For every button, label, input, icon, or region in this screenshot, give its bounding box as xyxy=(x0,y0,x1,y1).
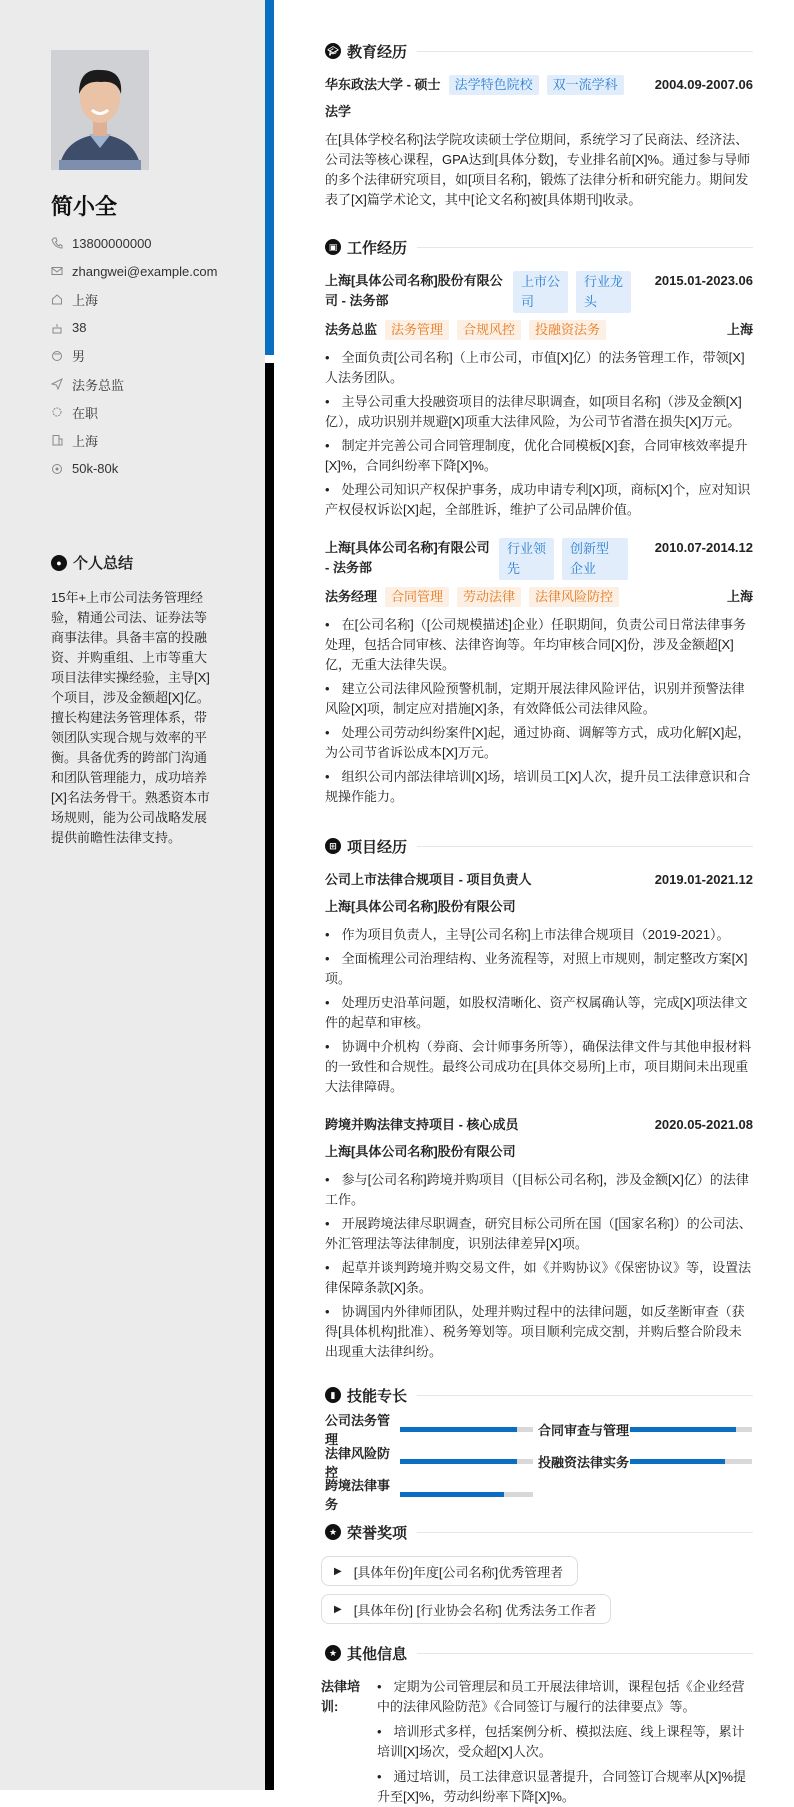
contact-text: zhangwei@example.com xyxy=(72,263,218,279)
education-date: 2004.09-2007.06 xyxy=(654,77,753,92)
projects-heading xyxy=(325,835,753,857)
bullet-item xyxy=(325,679,753,719)
bullet-dot: • xyxy=(325,1216,330,1231)
skill-item xyxy=(325,1478,538,1512)
gender-icon xyxy=(51,350,63,362)
bullet-dot: • xyxy=(325,927,330,942)
bullet-text: 定期为公司管理层和员工开展法律培训，课程包括《企业经营中的法律风险防范》《合同签订与履行的法律要点》等。 xyxy=(377,1679,745,1714)
skill-bar-track xyxy=(400,1427,533,1432)
contact-text: 在职 xyxy=(72,405,99,421)
bullet-item xyxy=(325,767,753,807)
play-icon: ▶ xyxy=(334,1565,342,1577)
company-tag: 创新型企业 xyxy=(562,538,628,580)
contact-text: 上海 xyxy=(72,292,99,308)
bullet-dot: • xyxy=(325,350,330,365)
bullet-text: 组织公司内部法律培训[X]场，培训员工[X]人次，提升员工法律意识和合规操作能力。 xyxy=(325,769,751,804)
bullet-text: 全面负责[公司名称]（上市公司，市值[X]亿）的法务管理工作，带领[X]人法务团队。 xyxy=(325,350,745,385)
section-title: 荣誉奖项 xyxy=(347,1524,408,1542)
company-tag: 上市公司 xyxy=(513,271,568,313)
main-content xyxy=(321,40,753,1807)
bullet-dot: • xyxy=(325,1039,330,1054)
contact-item xyxy=(51,398,251,426)
skill-bar-track xyxy=(400,1492,533,1497)
bullet-text: 处理公司知识产权保护事务，成功申请专利[X]项，商标[X]个，应对知识产权侵权诉讼[X]起，全部胜诉，维护了公司品牌价值。 xyxy=(325,482,751,517)
bullet-item xyxy=(325,1258,753,1298)
skill-bar-track xyxy=(400,1459,533,1464)
bullet-text: 制定并完善公司合同管理制度，优化合同模板[X]套，合同审核效率提升[X]%，合同纠纷率下降[X]%。 xyxy=(325,438,748,473)
contact-item xyxy=(51,426,251,454)
education-description: 在[具体学校名称]法学院攻读硕士学位期间，系统学习了民商法、经济法、公司法等核心课程，GPA达到[具体分数]，专业排名前[X]%。通过参与导师的多个法律研究项目，如[项目名称]，锻炼了法律分析和研究能力。期间发表了[X]篇学术论文，其中[论文名称]被[具体期刊]收录。 xyxy=(325,132,751,207)
honor-item xyxy=(321,1594,611,1624)
salary-icon xyxy=(51,463,63,475)
project-header xyxy=(325,870,753,890)
bullet-item xyxy=(377,1677,753,1717)
role-tag: 劳动法律 xyxy=(457,587,521,607)
project-name: 公司上市法律合规项目 - 项目负责人 xyxy=(325,872,532,887)
accent-bar-black xyxy=(265,363,274,1790)
company-name: 上海[具体公司名称]股份有限公司 - 法务部 xyxy=(325,273,503,308)
skill-item xyxy=(325,1413,538,1447)
project-header xyxy=(325,1115,753,1135)
building-icon xyxy=(51,434,63,446)
job-location: 上海 xyxy=(726,322,753,337)
project-date: 2020.05-2021.08 xyxy=(654,1117,753,1132)
job-role: 法务经理 xyxy=(325,589,378,604)
bullet-item xyxy=(325,949,753,989)
bullet-text: 协调中介机构（券商、会计师事务所等），确保法律文件与其他申报材料的一致性和合规性。最终公司成功在[具体交易所]上市，项目期间未出现重大法律障碍。 xyxy=(325,1039,752,1094)
bullet-item xyxy=(325,615,753,675)
job-role-row xyxy=(325,587,753,607)
bullet-item xyxy=(325,1037,753,1097)
skill-item xyxy=(325,1445,538,1480)
bullet-item xyxy=(377,1767,753,1807)
bullet-item xyxy=(377,1722,753,1762)
honors-heading xyxy=(325,1521,753,1543)
skill-bar-track xyxy=(630,1427,752,1432)
section-title: 工作经历 xyxy=(347,239,408,257)
bullet-dot: • xyxy=(325,1304,330,1319)
bullet-item xyxy=(325,480,753,520)
skill-item xyxy=(538,1452,753,1472)
bullet-text: 参与[公司名称]跨境并购项目（[目标公司名称]，涉及金额[X]亿）的法律工作。 xyxy=(325,1172,749,1207)
skill-bar-track xyxy=(630,1459,752,1464)
honor-list xyxy=(325,1556,753,1632)
skill-name: 跨境法律事务 xyxy=(325,1478,391,1512)
contact-item xyxy=(51,455,251,483)
job-item xyxy=(325,538,753,807)
bullet-item xyxy=(325,993,753,1033)
honor-item xyxy=(321,1556,578,1586)
bullet-dot: • xyxy=(325,394,330,409)
phone-icon xyxy=(51,237,63,249)
skills-heading xyxy=(325,1384,753,1406)
job-date: 2015.01-2023.06 xyxy=(654,273,753,288)
status-icon xyxy=(51,406,63,418)
avatar-photo xyxy=(51,50,149,170)
work-heading xyxy=(325,236,753,258)
skill-bar-fill xyxy=(630,1459,725,1464)
job-location: 上海 xyxy=(726,589,753,604)
accent-bar-blue xyxy=(265,0,274,355)
school-tag: 法学特色院校 xyxy=(449,75,539,95)
role-tag: 法务管理 xyxy=(385,320,449,340)
company-tag: 行业龙头 xyxy=(576,271,631,313)
major: 法学 xyxy=(325,104,352,119)
job-list xyxy=(325,271,753,807)
job-role: 法务总监 xyxy=(325,322,378,337)
skill-bar-fill xyxy=(400,1459,517,1464)
home-icon xyxy=(51,293,63,305)
other-heading xyxy=(325,1642,753,1664)
bullet-item xyxy=(325,1302,753,1362)
other-info-row xyxy=(321,1677,753,1807)
bullet-dot: • xyxy=(377,1679,382,1694)
bullet-dot: • xyxy=(325,769,330,784)
briefcase-icon: ▣ xyxy=(325,239,341,255)
job-item xyxy=(325,271,753,520)
project-date: 2019.01-2021.12 xyxy=(654,872,753,887)
honor-row xyxy=(325,1556,753,1594)
divider xyxy=(417,247,753,248)
project-item xyxy=(325,870,753,1097)
contact-list xyxy=(51,229,251,483)
bullet-item xyxy=(325,1214,753,1254)
contact-text: 50k-80k xyxy=(72,461,119,477)
bullet-text: 培训形式多样，包括案例分析、模拟法庭、线上课程等，累计培训[X]场次，受众超[X]人次。 xyxy=(377,1724,745,1759)
bullet-text: 在[公司名称]（[公司规模描述]企业）任职期间，负责公司日常法律事务处理，包括合同审核、法律咨询等。年均审核合同[X]份，涉及金额超[X]亿，无重大法律失误。 xyxy=(325,617,747,672)
skill-name: 公司法务管理 xyxy=(325,1413,391,1447)
contact-text: 38 xyxy=(72,320,87,336)
bullet-item xyxy=(325,392,753,432)
bullet-text: 处理公司劳动纠纷案件[X]起，通过协商、调解等方式，成功化解[X]起，为公司节省诉讼成本[X]万元。 xyxy=(325,725,751,760)
job-role-row xyxy=(325,320,753,340)
project-company: 上海[具体公司名称]股份有限公司 xyxy=(325,1144,516,1159)
education-row xyxy=(325,75,753,95)
bullet-text: 开展跨境法律尽职调查，研究目标公司所在国（[国家名称]）的公司法、外汇管理法等法律制度，识别法律差异[X]项。 xyxy=(325,1216,752,1251)
skill-bar-fill xyxy=(400,1492,504,1497)
role-tag: 投融资法务 xyxy=(529,320,606,340)
section-title: 教育经历 xyxy=(347,43,408,61)
section-title: 其他信息 xyxy=(347,1645,408,1663)
bullet-item xyxy=(325,723,753,763)
contact-item xyxy=(51,370,251,398)
bullet-text: 作为项目负责人，主导[公司名称]上市法律合规项目（2019-2021）。 xyxy=(341,927,730,942)
divider xyxy=(417,1532,753,1533)
age-icon xyxy=(51,322,63,334)
school-name: 华东政法大学 - 硕士 xyxy=(325,77,441,92)
bullet-text: 协调国内外律师团队，处理并购过程中的法律问题，如反垄断审查（获得[具体机构]批准）、税务筹划等。项目顺利完成交割，并购后整合阶段未出现重大法律纠纷。 xyxy=(325,1304,745,1359)
contact-text: 法务总监 xyxy=(72,377,125,393)
bullet-dot: • xyxy=(325,482,330,497)
other-label: 法律培训: xyxy=(321,1679,361,1714)
bullet-dot: • xyxy=(377,1769,382,1784)
bullet-dot: • xyxy=(325,681,330,696)
bullet-text: 全面梳理公司治理结构、业务流程等，对照上市规则，制定整改方案[X]项。 xyxy=(325,951,748,986)
bullet-text: 处理历史沿革问题，如股权清晰化、资产权属确认等，完成[X]项法律文件的起草和审核。 xyxy=(325,995,748,1030)
mail-icon xyxy=(51,265,63,277)
skill-bar-fill xyxy=(400,1427,517,1432)
grid-icon: ⊞ xyxy=(325,838,341,854)
education-heading xyxy=(325,40,753,62)
project-list xyxy=(325,870,753,1362)
honor-row xyxy=(325,1594,753,1632)
summary-heading xyxy=(51,552,133,573)
skill-name: 投融资法律实务 xyxy=(538,1455,630,1470)
role-tag: 合同管理 xyxy=(385,587,449,607)
company-tag: 行业领先 xyxy=(499,538,554,580)
role-tag: 合规风控 xyxy=(457,320,521,340)
contact-item xyxy=(51,229,251,257)
bullet-item xyxy=(325,436,753,476)
project-name: 跨境并购法律支持项目 - 核心成员 xyxy=(325,1117,519,1132)
divider xyxy=(417,1653,753,1654)
summary-title: 个人总结 xyxy=(73,555,134,572)
contact-text: 上海 xyxy=(72,433,99,449)
contact-item xyxy=(51,314,251,342)
honor-text: [具体年份] [行业协会名称] 优秀法务工作者 xyxy=(353,1602,597,1618)
user-icon: ● xyxy=(51,555,67,571)
bullet-dot: • xyxy=(325,995,330,1010)
school-tag: 双一流学科 xyxy=(547,75,624,95)
info-icon: ★ xyxy=(325,1645,341,1661)
job-header xyxy=(325,271,753,313)
bullet-text: 起草并谈判跨境并购交易文件，如《并购协议》《保密协议》等，设置法律保障条款[X]条。 xyxy=(325,1260,752,1295)
send-icon xyxy=(51,378,63,390)
honor-text: [具体年份]年度[公司名称]优秀管理者 xyxy=(353,1564,564,1580)
divider xyxy=(417,51,753,52)
skill-bar-fill xyxy=(630,1427,736,1432)
contact-text: 13800000000 xyxy=(72,235,152,251)
job-header xyxy=(325,538,753,580)
bullet-dot: • xyxy=(325,951,330,966)
skill-name: 法律风险防控 xyxy=(325,1445,391,1480)
skill-grid xyxy=(325,1413,753,1512)
bullet-item xyxy=(325,1170,753,1210)
company-name: 上海[具体公司名称]有限公司 - 法务部 xyxy=(325,540,490,575)
contact-item xyxy=(51,342,251,370)
bullet-dot: • xyxy=(325,617,330,632)
bullet-dot: • xyxy=(325,1260,330,1275)
section-title: 项目经历 xyxy=(347,838,408,856)
profile-name: 简小全 xyxy=(51,194,118,219)
skill-name: 合同审查与管理 xyxy=(538,1422,630,1438)
other-bullets xyxy=(377,1677,753,1807)
role-tag: 法律风险防控 xyxy=(529,587,619,607)
sidebar xyxy=(0,0,265,1790)
bullet-text: 主导公司重大投融资项目的法律尽职调查，如[项目名称]（涉及金额[X]亿），成功识别并规避[X]项重大法律风险，为公司节省潜在损失[X]万元。 xyxy=(325,394,742,429)
section-title: 技能专长 xyxy=(347,1387,408,1405)
skill-item xyxy=(538,1419,753,1439)
bullet-dot: • xyxy=(325,438,330,453)
contact-item xyxy=(51,257,251,285)
bullet-item xyxy=(325,348,753,388)
contact-text: 男 xyxy=(72,349,86,365)
play-icon: ▶ xyxy=(334,1603,342,1615)
divider xyxy=(417,1395,753,1396)
divider xyxy=(417,846,753,847)
project-item xyxy=(325,1115,753,1362)
bullet-dot: • xyxy=(325,725,330,740)
bullet-item xyxy=(325,925,753,945)
bullet-text: 通过培训，员工法律意识显著提升，合同签订合规率从[X]%提升至[X]%，劳动纠纷率下降[X]%。 xyxy=(377,1769,747,1804)
bullet-dot: • xyxy=(325,1172,330,1187)
chart-icon: ▮ xyxy=(325,1387,341,1403)
summary-text: 15年+上市公司法务管理经验，精通公司法、证券法等商事法律。具备丰富的投融资、并购重组、上市等重大项目法律实操经验，主导[X]个项目，涉及金额超[X]亿。擅长构建法务管理体系，带领团队实现合规与效率的平衡。具备优秀的跨部门沟通和团队管理能力，成功培养[X]名法务骨干。熟悉资本市场规则，能为公司战略发展提供前瞻性法律支持。 xyxy=(51,590,210,845)
bullet-dot: • xyxy=(377,1724,382,1739)
project-company: 上海[具体公司名称]股份有限公司 xyxy=(325,899,516,914)
graduation-cap-icon: 🎓︎ xyxy=(325,43,341,59)
contact-item xyxy=(51,285,251,313)
award-icon: ★ xyxy=(325,1524,341,1540)
job-date: 2010.07-2014.12 xyxy=(654,540,753,555)
bullet-text: 建立公司法律风险预警机制，定期开展法律风险评估，识别并预警法律风险[X]项，制定应对措施[X]条，有效降低公司法律风险。 xyxy=(325,681,745,716)
